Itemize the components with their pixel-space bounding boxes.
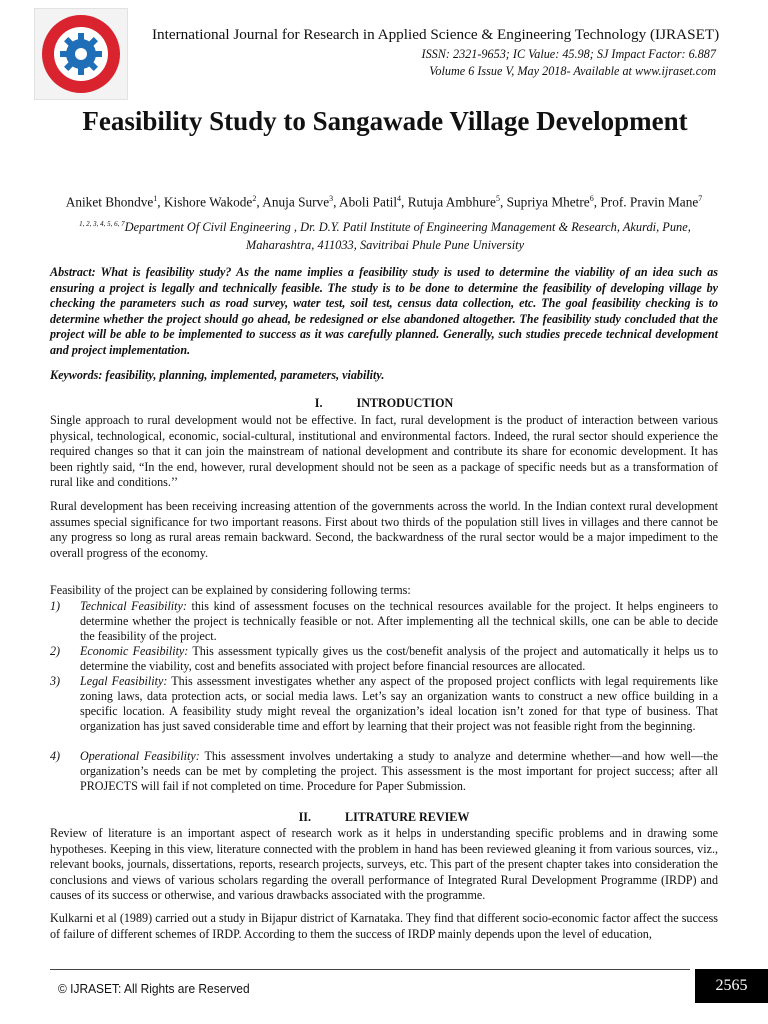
list-item-technical-feasibility: [50, 599, 718, 644]
list-text: This assessment involves undertaking a study to analyze and determine whether—and how well—the organization’s needs can be met by completing the project. This assessment is the most important for project success; after all PROJECTS will fail if not completed on time. Procedure for Paper Submission.: [80, 749, 718, 794]
list-term: Economic Feasibility:: [80, 644, 189, 658]
author-name: Anuja Surve: [262, 194, 330, 210]
list-number: 3): [50, 674, 61, 688]
section-number: II.: [298, 810, 311, 824]
literature-paragraph-2: Kulkarni et al (1989) carried out a study in Bijapur district of Karnataka. They find that different socio-economic factor affect the success of failure of different schemes of IRDP. According to them the success of IRDP mainly depends upon the level of education,: [50, 911, 718, 941]
intro-paragraph-3: Feasibility of the project can be explained by considering following terms:: [50, 583, 411, 597]
author-superscript: 4: [397, 194, 402, 203]
affiliation-superscripts: 1, 2, 3, 4, 5, 6, 7: [79, 220, 125, 228]
footer-divider: [50, 969, 690, 970]
author-name: Rutuja Ambhure: [407, 194, 496, 210]
journal-logo: [34, 8, 128, 100]
section-title: LITRATURE REVIEW: [345, 810, 470, 824]
list-text: this kind of assessment focuses on the technical resources available for the project. It helps engineers to determine whether the project is technically feasible or not. After implementing all the technical skills, one can be able to decide the feasibility of the project.: [80, 599, 718, 644]
list-item-legal-feasibility: [50, 674, 718, 734]
author-superscript: 2: [252, 194, 257, 203]
list-term: Legal Feasibility:: [80, 674, 168, 688]
author-name: Aniket Bhondve: [65, 194, 154, 210]
author-superscript: 3: [329, 194, 334, 203]
section-heading-literature-review: [50, 810, 718, 825]
list-text: This assessment typically gives us the cost/benefit analysis of the project and automatically it helps us to determine the viability, cost and benefits associated with project before financial resources are allocated.: [80, 644, 718, 674]
section-number: I.: [314, 396, 323, 410]
copyright-notice: © IJRASET: All Rights are Reserved: [58, 981, 250, 996]
issn-line: ISSN: 2321-9653; IC Value: 45.98; SJ Impact Factor: 6.887: [421, 47, 716, 61]
author-name: Prof. Pravin Mane: [600, 194, 699, 210]
intro-paragraph-1: Single approach to rural development would not be effective. In fact, rural development is the product of interaction between various physical, technological, economic, social-cultural, institutional and environmental factors. Indeed, the rural sector should experience the required changes so that it can join the mainstream of national development and contribute its share for economic development. It has been rightly said, “In the end, however, rural development should not be seen as a package of specific needs but as a transformation of rural like and conditions.’’: [50, 413, 718, 490]
abstract: Abstract: What is feasibility study? As the name implies a feasibility study is used to determine the viability of an idea such as ensuring a project is legally and technically feasible. The study is to be done to determine the feasibility of developing village by checking the parameters such as road survey, water test, soil test, census data collection, etc. The goal feasibility checking is to determine whether the project should go ahead, be redesigned or else abandoned altogether. The feasibility study concluded that the project will be able to be implemented to success as it was carefully planned. Generally, such studies precede technical development and project implementation.: [50, 265, 718, 357]
list-number: 1): [50, 599, 61, 613]
keywords: Keywords: feasibility, planning, implemented, parameters, viability.: [50, 368, 385, 382]
affiliation: [60, 215, 710, 254]
author-name: Kishore Wakode: [163, 194, 253, 210]
section-title: INTRODUCTION: [356, 396, 454, 410]
list-text: This assessment investigates whether any aspect of the proposed project conflicts with legal requirements like zoning laws, data protection acts, or social media laws. Let’s say an organization wants to construct a new office building in a specific location. A feasibility study might reveal the organization’s ideal location isn’t zoned for that type of business. That organization has just saved considerable time and effort by learning that their project was not feasible right from the beginning.: [80, 674, 719, 734]
affiliation-line-1: Department Of Civil Engineering , Dr. D.Y. Patil Institute of Engineering Management & Research, Akurdi, Pune,: [124, 220, 691, 235]
list-term: Operational Feasibility:: [80, 749, 200, 763]
author-superscript: 1: [153, 194, 158, 203]
author-superscript: 5: [495, 194, 500, 203]
literature-paragraph-1: Review of literature is an important aspect of research work as it helps in understanding specific problems and in drawing some hypotheses. Keeping in this view, literature connected with the problem in hand has been reviewed gleaning it from various sources, viz., relevant books, journals, dissertations, reports, research projects, surveys, etc. This part of the present chapter takes into consideration the conclusions and views of various scholars regarding the overall performance of Integrated Rural Development Programme (IRDP) and causes of its success or otherwise, and various drawbacks associated with the programme.: [50, 826, 718, 903]
author-name: Aboli Patil: [339, 194, 398, 210]
author-superscript: 7: [698, 194, 703, 203]
list-number: 4): [50, 749, 61, 763]
list-item-economic-feasibility: [50, 644, 718, 674]
paper-title: Feasibility Study to Sangawade Village Development: [82, 106, 688, 136]
author-name: Supriya Mhetre: [506, 194, 590, 210]
author-superscript: 6: [589, 194, 594, 203]
page-number: 2565: [695, 969, 768, 1003]
journal-title: International Journal for Research in Applied Science & Engineering Technology (IJRASET): [152, 26, 720, 43]
list-term: Technical Feasibility:: [80, 599, 187, 613]
intro-paragraph-2: Rural development has been receiving increasing attention of the governments across the world. In the Indian context rural development assumes special significance for two important reasons. First about two thirds of the population still lives in villages and there cannot be any progress so long as rural areas remain backward. Second, the backwardness of the rural sector would be a major impediment to the overall progress of the economy.: [50, 499, 718, 560]
list-number: 2): [50, 644, 61, 658]
list-item-operational-feasibility: [50, 749, 718, 794]
author-list: Aniket Bhondve$^1$, Kishore Wakode$^2$, Anuja Surve$^3$, Aboli Patil$^4$, Rutuja Ambhure$^5$, Supriya Mhetre$^6$, Prof. Pravin Mane$^7$: [65, 194, 703, 210]
journal-seal-icon: [35, 9, 127, 99]
affiliation-line-2: Maharashtra, 411033, Savitribai Phule Pune University: [245, 238, 525, 253]
volume-line: Volume 6 Issue V, May 2018- Available at www.ijraset.com: [429, 64, 716, 78]
section-heading-introduction: [50, 396, 718, 411]
